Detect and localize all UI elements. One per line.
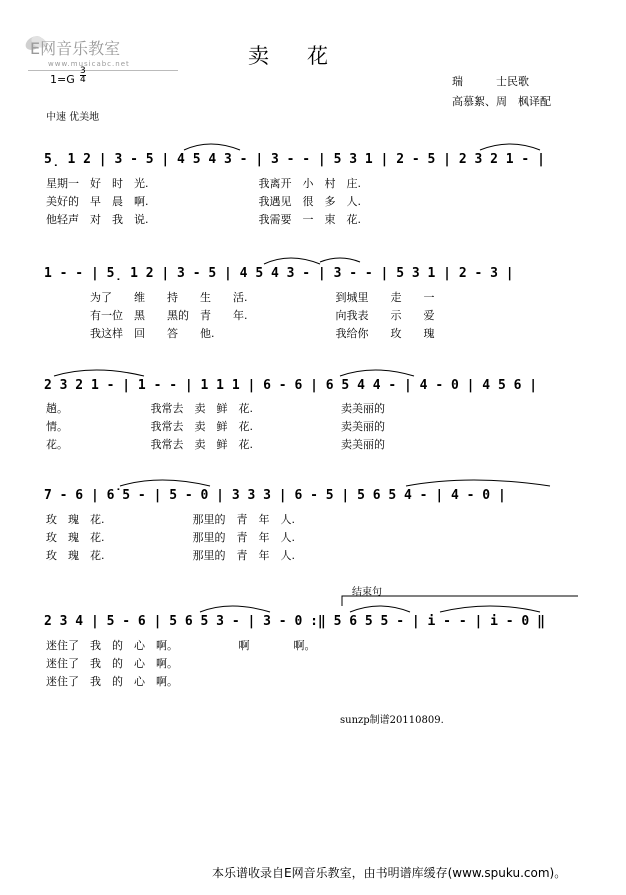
lyric-row-3-verse-1: 趟。 我常去 卖 鲜 花. 卖美丽的 <box>46 402 385 415</box>
ending-label: 结束句 <box>352 587 382 598</box>
lyric-row-4-verse-1: 玫 瑰 花. 那里的 青 年 人. <box>46 513 295 526</box>
time-signature: 3 4 <box>80 66 86 85</box>
lyric-row-1-verse-3: 他轻声 对 我 说. 我需要 一 束 花. <box>46 213 361 226</box>
key-signature: 1=G <box>50 73 75 86</box>
tempo-marking: 中速 优美地 <box>46 112 100 123</box>
notation-row-5: 2 3 4 | 5 - 6 | 5 6 5 3 - | 3 - 0 :‖ 5 6 5 5 - | i - - | i - 0 ‖ <box>44 614 545 629</box>
translator-credit: 高慕絮、周 枫译配 <box>452 95 551 108</box>
lyric-row-1-verse-1: 星期一 好 时 光. 我离开 小 村 庄. <box>46 177 361 190</box>
lyric-row-4-verse-3: 玫 瑰 花. 那里的 青 年 人. <box>46 549 295 562</box>
notation-row-4: 7 - 6 | 6̇ 5 - | 5 - 0 | 3 3 3 | 6 - 5 | 5 6 5 4 - | 4 - 0 | <box>44 488 506 503</box>
lyric-row-2-verse-3: 我这样 回 答 他. 我给你 玫 瑰 <box>46 327 435 340</box>
transcriber-credit: sunzp制谱20110809. <box>340 715 444 726</box>
lyric-row-1-verse-2: 美好的 早 晨 啊. 我遇见 很 多 人. <box>46 195 361 208</box>
slur-marks-row-1 <box>170 136 570 154</box>
slur-marks-row-4 <box>110 472 570 490</box>
watermark-url: www.musicabc.net <box>48 60 130 68</box>
slur-marks-row-3 <box>44 362 444 380</box>
lyric-row-2-verse-1: 为了 维 持 生 活. 到城里 走 一 <box>46 291 435 304</box>
lyric-row-5-verse-1: 迷住了 我 的 心 啊。 啊 啊。 <box>46 639 316 652</box>
slur-marks-row-2 <box>250 250 400 268</box>
lyric-row-2-verse-2: 有一位 黑 黑的 青 年. 向我表 示 爱 <box>46 309 435 322</box>
source-footer: 本乐谱收录自E网音乐教室，由书明谱库缓存(www.spuku.com)。 <box>212 866 567 880</box>
song-origin: 瑞 士民歌 <box>452 75 529 88</box>
watermark-site-name: E网音乐教室 <box>30 39 121 58</box>
watermark-divider <box>28 70 178 71</box>
notation-row-1: 5̣ 1 2 | 3 - 5 | 4 5 4 3 - | 3 - - | 5 3 1 | 2 - 5 | 2 3 2 1 - | <box>44 152 545 167</box>
lyric-row-4-verse-2: 玫 瑰 花. 那里的 青 年 人. <box>46 531 295 544</box>
lyric-row-3-verse-3: 花。 我常去 卖 鲜 花. 卖美丽的 <box>46 438 385 451</box>
slur-marks-row-5 <box>190 598 550 616</box>
lyric-row-5-verse-3: 迷住了 我 的 心 啊。 <box>46 675 178 688</box>
notation-row-2: 1 - - | 5̣ 1 2 | 3 - 5 | 4 5 4 3 - | 3 - - | 5 3 1 | 2 - 3 | <box>44 266 514 281</box>
lyric-row-3-verse-2: 情。 我常去 卖 鲜 花. 卖美丽的 <box>46 420 385 433</box>
song-title: 卖花 <box>248 44 366 68</box>
notation-row-3: 2 3 2 1 - | 1 - - | 1 1 1 | 6 - 6 | 6 5 4 4 - | 4 - 0 | 4 5 6 | <box>44 378 538 393</box>
lyric-row-5-verse-2: 迷住了 我 的 心 啊。 <box>46 657 178 670</box>
